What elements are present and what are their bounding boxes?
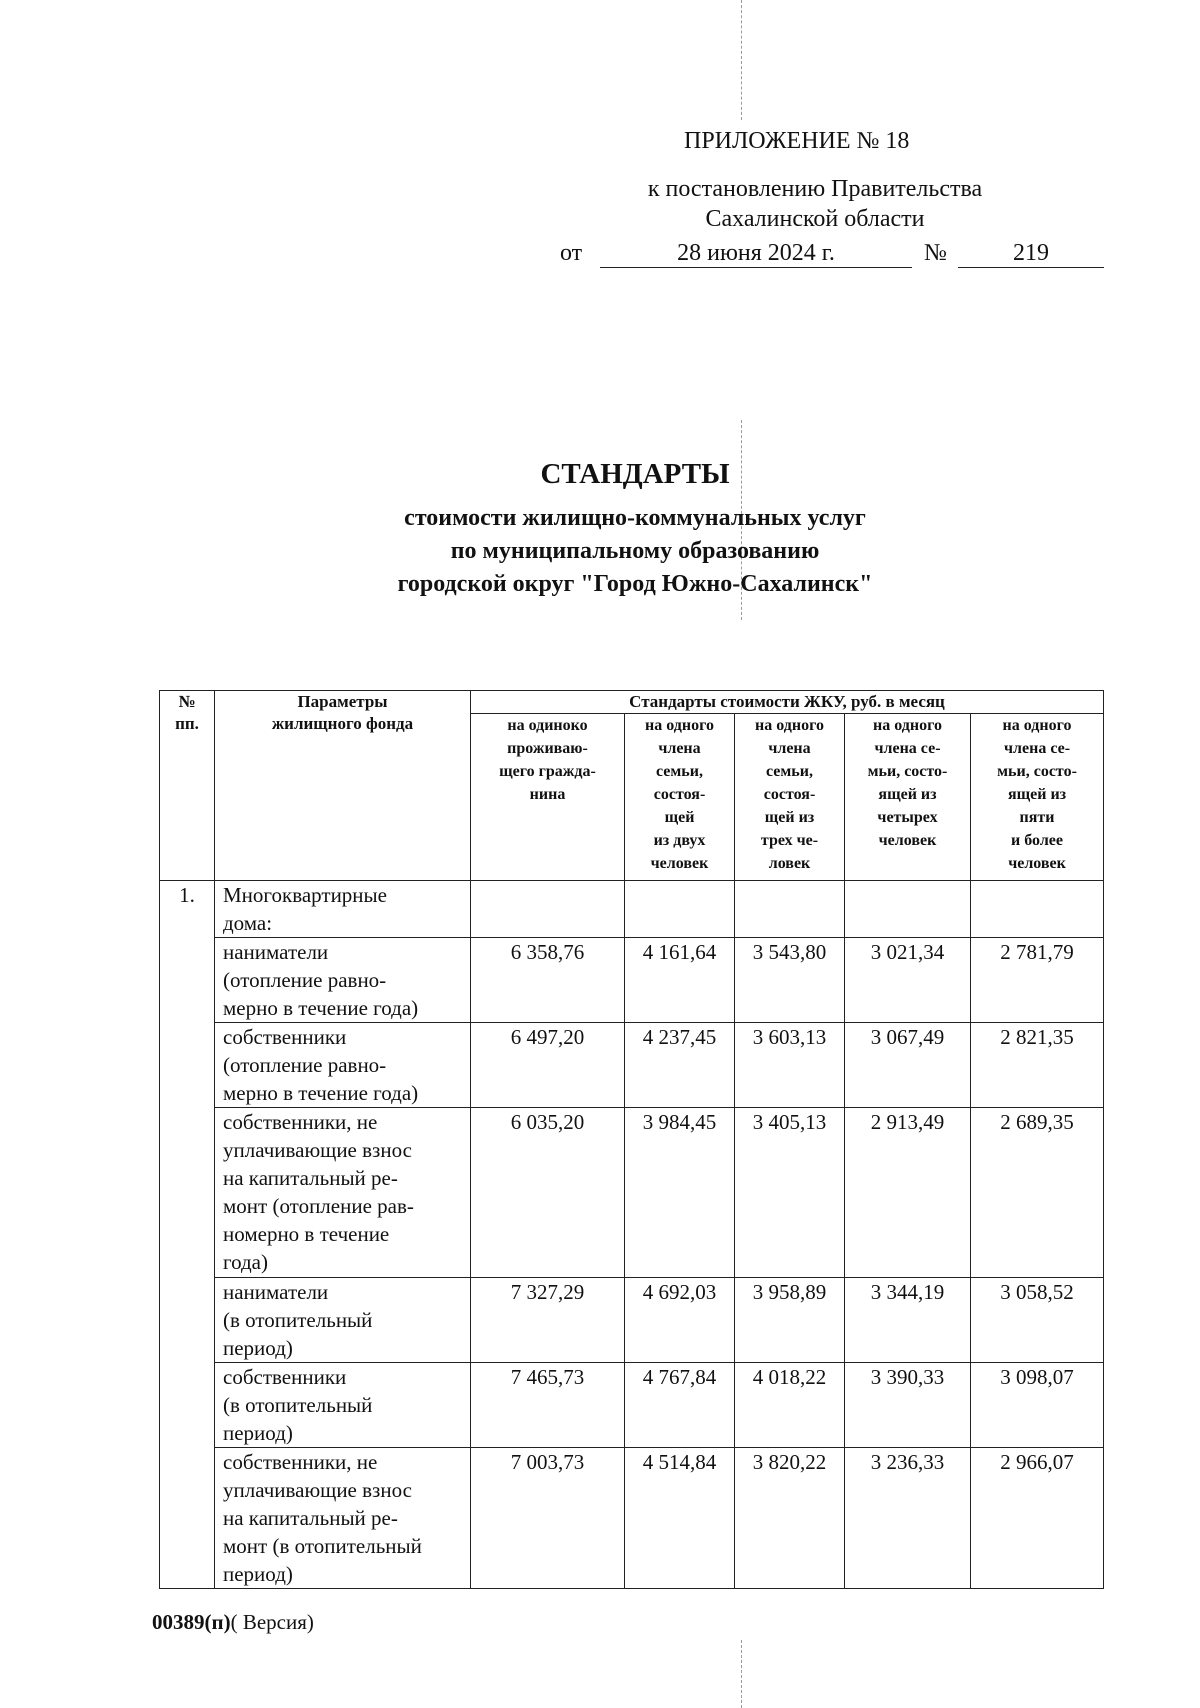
header-line: щей xyxy=(664,809,695,826)
value-cell: 3 344,19 xyxy=(845,1278,971,1363)
header-group: Стандарты стоимости ЖКУ, руб. в месяц xyxy=(471,691,1104,714)
value-cell: 4 018,22 xyxy=(735,1363,845,1448)
value-cell: 2 821,35 xyxy=(971,1023,1104,1108)
value-cell: 4 692,03 xyxy=(625,1278,735,1363)
header-line: на одного xyxy=(755,717,824,734)
value-cell: 3 058,52 xyxy=(971,1278,1104,1363)
label-line: мерно в течение года) xyxy=(223,1081,419,1105)
table-row xyxy=(160,1448,1104,1589)
row-label xyxy=(215,1108,471,1278)
label-line: собственники, не xyxy=(223,1450,378,1474)
table-row xyxy=(160,1278,1104,1363)
value-cell: 3 820,22 xyxy=(735,1448,845,1589)
label-line: (в отопительный xyxy=(223,1308,373,1332)
header-line: трех че- xyxy=(760,832,819,849)
label-line: наниматели xyxy=(223,940,329,964)
header-parameters xyxy=(215,691,471,881)
resolution-date: 28 июня 2024 г. xyxy=(600,240,912,268)
header-col-two xyxy=(625,714,735,881)
label-line: период) xyxy=(223,1336,293,1360)
scan-fold-line xyxy=(741,1640,742,1708)
label-line: собственники xyxy=(223,1365,347,1389)
annex-line-1: к постановлению Правительства xyxy=(647,176,983,202)
header-line: и более xyxy=(1011,832,1064,849)
header-line: ящей из xyxy=(1007,786,1067,803)
header-number-line: № xyxy=(178,692,196,711)
header-line: нина xyxy=(529,786,566,803)
row-label xyxy=(215,1023,471,1108)
header-line: человек xyxy=(650,855,709,872)
header-col-four xyxy=(845,714,971,881)
header-line: пяти xyxy=(1019,809,1055,826)
value-cell: 2 781,79 xyxy=(971,938,1104,1023)
empty-cell xyxy=(971,881,1104,938)
table-header-row xyxy=(160,691,1104,714)
row-label xyxy=(215,1363,471,1448)
annex-date-line xyxy=(560,240,1070,274)
header-line: семьи, xyxy=(656,763,703,780)
header-line: члена xyxy=(658,740,701,757)
label-line: (в отопительный xyxy=(223,1393,373,1417)
empty-cell xyxy=(471,881,625,938)
row-label xyxy=(215,938,471,1023)
annex-line-2: Сахалинской области xyxy=(705,206,925,232)
annex-number: ПРИЛОЖЕНИЕ № 18 xyxy=(684,128,910,154)
label-line: на капитальный ре- xyxy=(223,1506,398,1530)
value-cell: 2 689,35 xyxy=(971,1108,1104,1278)
value-cell: 2 913,49 xyxy=(845,1108,971,1278)
empty-cell xyxy=(735,881,845,938)
annex-header xyxy=(560,128,1070,274)
header-line: проживаю- xyxy=(507,740,588,757)
header-line: человек xyxy=(878,832,937,849)
header-col-three xyxy=(735,714,845,881)
value-cell: 6 035,20 xyxy=(471,1108,625,1278)
value-cell: 7 003,73 xyxy=(471,1448,625,1589)
label-line: года) xyxy=(223,1250,268,1274)
empty-cell xyxy=(625,881,735,938)
value-cell: 4 767,84 xyxy=(625,1363,735,1448)
empty-cell xyxy=(845,881,971,938)
footer-code: 00389(п) xyxy=(152,1610,231,1634)
header-number-line: пп. xyxy=(175,714,199,733)
table-row xyxy=(160,1108,1104,1278)
label-line: собственники, не xyxy=(223,1110,378,1134)
header-line: человек xyxy=(1008,855,1066,872)
standards-table xyxy=(159,690,1104,1589)
label-line: собственники xyxy=(223,1025,347,1049)
value-cell: 3 098,07 xyxy=(971,1363,1104,1448)
header-col-single xyxy=(471,714,625,881)
header-line: состоя- xyxy=(763,786,816,803)
label-line: наниматели xyxy=(223,1280,329,1304)
value-cell: 6 497,20 xyxy=(471,1023,625,1108)
value-cell: 4 514,84 xyxy=(625,1448,735,1589)
label-line: период) xyxy=(223,1421,293,1445)
value-cell: 3 236,33 xyxy=(845,1448,971,1589)
header-parameters-line: жилищного фонда xyxy=(271,714,414,733)
label-line: на капитальный ре- xyxy=(223,1166,398,1190)
value-cell: 3 390,33 xyxy=(845,1363,971,1448)
header-parameters-line: Параметры xyxy=(297,692,388,711)
label-line: монт (в отопительный xyxy=(223,1534,422,1558)
value-cell: 2 966,07 xyxy=(971,1448,1104,1589)
value-cell: 4 237,45 xyxy=(625,1023,735,1108)
section-number: 1. xyxy=(160,881,215,1589)
header-line: ловек xyxy=(768,855,811,872)
header-line: из двух xyxy=(653,832,706,849)
header-line: ящей из xyxy=(878,786,937,803)
section-row xyxy=(160,881,1104,938)
header-line: члена се- xyxy=(874,740,941,757)
table-row xyxy=(160,938,1104,1023)
header-line: семьи, xyxy=(766,763,813,780)
label-line: дома: xyxy=(223,911,273,935)
value-cell: 3 603,13 xyxy=(735,1023,845,1108)
section-label xyxy=(215,881,471,938)
header-line: мьи, состо- xyxy=(867,763,948,780)
value-cell: 3 405,13 xyxy=(735,1108,845,1278)
header-line: на одиноко xyxy=(507,717,588,734)
value-cell: 3 543,80 xyxy=(735,938,845,1023)
number-sign: № xyxy=(924,240,947,266)
value-cell: 4 161,64 xyxy=(625,938,735,1023)
subtitle-line: по муниципальному образованию xyxy=(450,538,820,564)
label-line: мерно в течение года) xyxy=(223,996,419,1020)
header-line: четырех xyxy=(877,809,938,826)
row-label xyxy=(215,1448,471,1589)
row-label xyxy=(215,1278,471,1363)
label-line: уплачивающие взнос xyxy=(223,1138,412,1162)
header-line: щей из xyxy=(764,809,815,826)
resolution-number: 219 xyxy=(958,240,1104,268)
footer-version: ( Версия) xyxy=(230,1610,314,1634)
label-line: (отопление равно- xyxy=(223,1053,387,1077)
value-cell: 6 358,76 xyxy=(471,938,625,1023)
value-cell: 3 021,34 xyxy=(845,938,971,1023)
header-line: члена xyxy=(768,740,811,757)
value-cell: 7 465,73 xyxy=(471,1363,625,1448)
header-line: состоя- xyxy=(653,786,706,803)
header-line: на одного xyxy=(873,717,942,734)
date-prefix: от xyxy=(560,240,583,266)
document-title: СТАНДАРТЫ xyxy=(540,458,730,490)
value-cell: 7 327,29 xyxy=(471,1278,625,1363)
subtitle-line: городской округ "Город Южно-Сахалинск" xyxy=(397,571,873,597)
table-row xyxy=(160,1363,1104,1448)
label-line: период) xyxy=(223,1562,293,1586)
header-line: на одного xyxy=(1002,717,1072,734)
header-line: щего гражда- xyxy=(499,763,596,780)
value-cell: 3 067,49 xyxy=(845,1023,971,1108)
label-line: номерно в течение xyxy=(223,1222,390,1246)
footer xyxy=(152,1610,314,1635)
header-line: члена се- xyxy=(1004,740,1071,757)
subtitle-line: стоимости жилищно-коммунальных услуг xyxy=(404,505,866,531)
scan-fold-line xyxy=(741,0,742,120)
header-col-five-plus xyxy=(971,714,1104,881)
label-line: (отопление равно- xyxy=(223,968,387,992)
value-cell: 3 958,89 xyxy=(735,1278,845,1363)
label-line: уплачивающие взнос xyxy=(223,1478,412,1502)
table-row xyxy=(160,1023,1104,1108)
document-subtitle xyxy=(0,502,1200,601)
header-line: на одного xyxy=(645,717,714,734)
header-number xyxy=(160,691,215,881)
label-line: Многоквартирные xyxy=(223,883,387,907)
value-cell: 3 984,45 xyxy=(625,1108,735,1278)
label-line: монт (отопление рав- xyxy=(223,1194,414,1218)
header-line: мьи, состо- xyxy=(997,763,1077,780)
